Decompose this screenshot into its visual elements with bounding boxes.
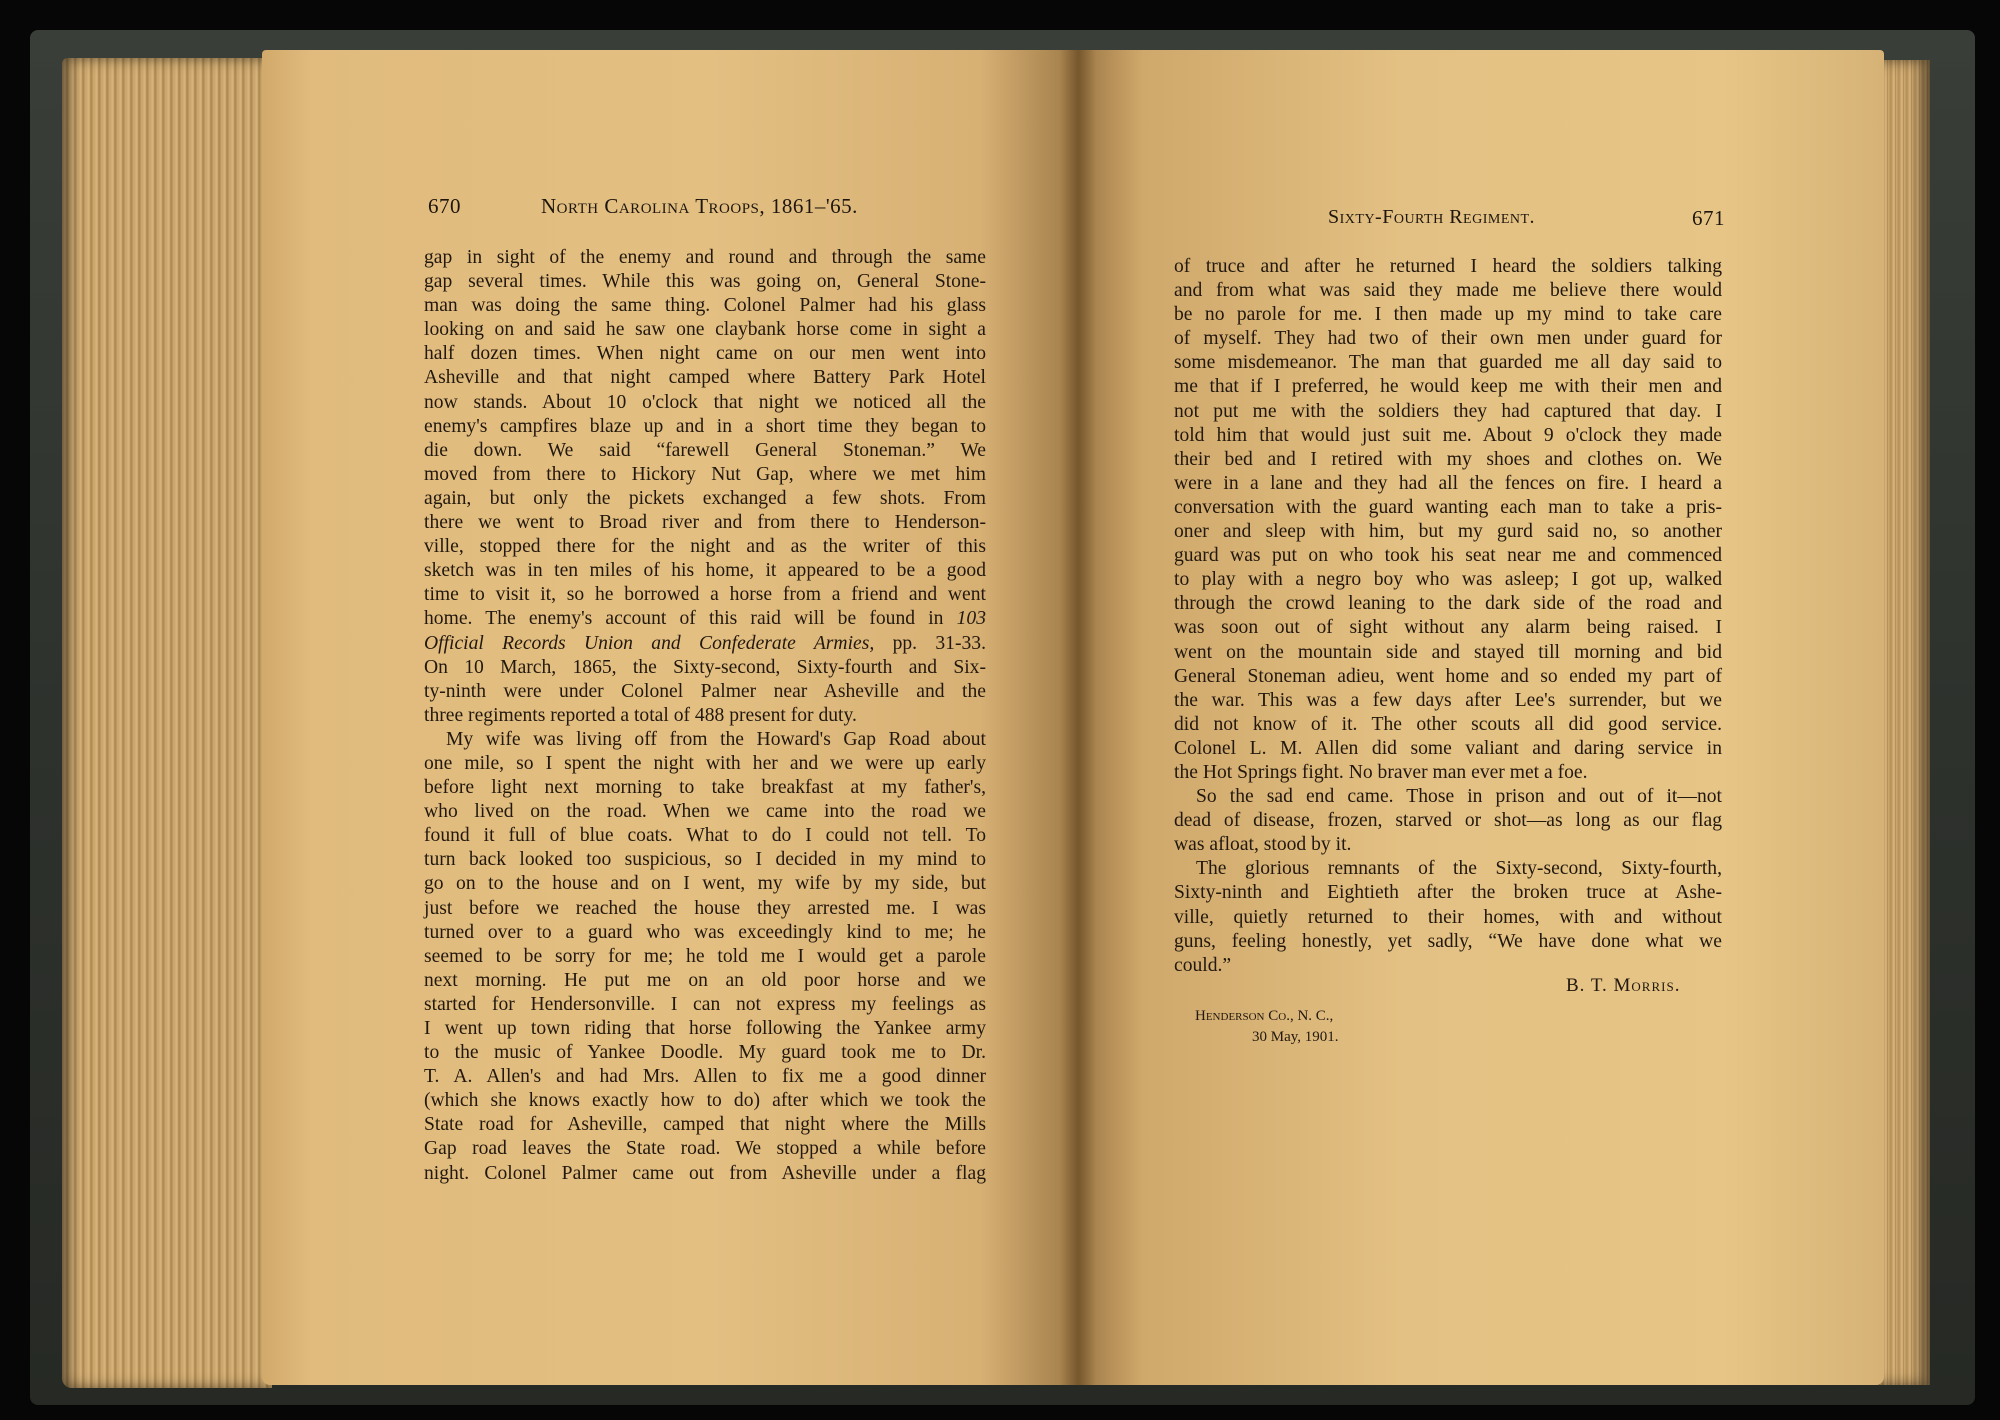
- text-line: guns, feeling honestly, yet sadly, “We have done what we: [1174, 930, 1722, 952]
- text-line: home. The enemy's account of this raid will be found in 103: [424, 608, 986, 630]
- text-line: Asheville and that night camped where Battery Park Hotel: [424, 367, 986, 389]
- text-line: die down. We said “farewell General Stoneman.” We: [424, 439, 986, 461]
- text-line: oner and sleep with him, but my gurd said no, so another: [1174, 521, 1722, 543]
- text-line: next morning. He put me on an old poor horse and we: [424, 969, 986, 991]
- text-line: one mile, so I spent the night with her and we were up early: [424, 752, 986, 774]
- text-line: enemy's campfires blaze up and in a short time they began to: [424, 415, 986, 437]
- right-page-number: 671: [1692, 206, 1725, 230]
- text-line: (which she knows exactly how to do) after which we took the: [424, 1090, 986, 1112]
- text-line: turned over to a guard who was exceedingly kind to me; he: [424, 921, 986, 943]
- text-line: not put me with the soldiers they had captured that day. I: [1174, 400, 1722, 422]
- text-line: So the sad end came. Those in prison and out of it—not: [1196, 786, 1722, 808]
- text-line: me that if I preferred, he would keep me with their men and: [1174, 376, 1722, 398]
- text-line: just before we reached the house they arrested me. I was: [424, 897, 986, 919]
- text-line: My wife was living off from the Howard's Gap Road about: [446, 728, 986, 750]
- text-line: ty-ninth were under Colonel Palmer near Asheville and the: [424, 680, 986, 702]
- text-line: gap in sight of the enemy and round and through the same: [424, 247, 986, 268]
- text-line: night. Colonel Palmer came out from Asheville under a flag: [424, 1162, 986, 1184]
- text-line: be no parole for me. I then made up my mind to take care: [1174, 304, 1722, 326]
- text-line: was soon out of sight without any alarm being raised. I: [1174, 617, 1722, 639]
- text-line: the Hot Springs fight. No braver man ever met a foe.: [1174, 761, 1588, 783]
- text-line: go on to the house and on I went, my wife by my side, but: [424, 873, 986, 895]
- text-line: to play with a negro boy who was asleep; I got up, walked: [1174, 569, 1722, 591]
- text-line: time to visit it, so he borrowed a horse from a friend and went: [424, 584, 986, 606]
- left-running-head: North Carolina Troops, 1861–'65.: [541, 194, 858, 218]
- text-line: Sixty-ninth and Eightieth after the broken truce at Ashe-: [1174, 882, 1722, 904]
- right-page-body: [1174, 255, 1722, 978]
- left-page-edges: [62, 58, 272, 1388]
- text-line: man was doing the same thing. Colonel Palmer had his glass: [424, 295, 986, 317]
- text-line: were in a lane and they had all the fences on fire. I heard a: [1174, 472, 1722, 494]
- text-line: Colonel L. M. Allen did some valiant and daring service in: [1174, 737, 1722, 759]
- text-line: of myself. They had two of their own men under guard for: [1174, 328, 1722, 350]
- text-line: ville, quietly returned to their homes, with and without: [1174, 906, 1722, 928]
- text-line: turn back looked too suspicious, so I decided in my mind to: [424, 849, 986, 871]
- text-line: there we went to Broad river and from there to Henderson-: [424, 512, 986, 534]
- text-line: who lived on the road. When we came into the road we: [424, 801, 986, 823]
- text-line: I went up town riding that horse following the Yankee army: [424, 1018, 986, 1039]
- text-line: started for Hendersonville. I can not express my feelings as: [424, 993, 986, 1015]
- text-line: On 10 March, 1865, the Sixty-second, Sixty-fourth and Six-: [424, 656, 986, 678]
- place-line: Henderson Co., N. C.,: [1195, 1008, 1334, 1024]
- book-gutter: [1060, 50, 1096, 1385]
- left-page-body: [424, 246, 986, 1186]
- text-line: the war. This was a few days after Lee's surrender, but we: [1174, 689, 1722, 711]
- text-line: dead of disease, frozen, starved or shot—as long as our flag: [1174, 810, 1722, 832]
- text-line: went on the mountain side and stayed till morning and bid: [1174, 641, 1722, 663]
- signature: B. T. Morris.: [1566, 975, 1681, 996]
- text-line: The glorious remnants of the Sixty-second, Sixty-fourth,: [1196, 858, 1722, 880]
- text-line: of truce and after he returned I heard the soldiers talking: [1174, 256, 1722, 277]
- text-line: seemed to be sorry for me; he told me I would get a parole: [424, 945, 986, 967]
- text-line: ville, stopped there for the night and as the writer of this: [424, 536, 986, 558]
- text-line: did not know of it. The other scouts all did good service.: [1174, 713, 1722, 735]
- text-line: some misdemeanor. The man that guarded me all day said to: [1174, 352, 1722, 374]
- text-line: could.”: [1174, 954, 1232, 976]
- text-line: found it full of blue coats. What to do I could not tell. To: [424, 825, 986, 847]
- text-line: again, but only the pickets exchanged a few shots. From: [424, 487, 986, 509]
- text-line: moved from there to Hickory Nut Gap, where we met him: [424, 463, 986, 485]
- text-line: T. A. Allen's and had Mrs. Allen to fix me a good dinner: [424, 1066, 986, 1088]
- text-line: gap several times. While this was going on, General Stone-: [424, 271, 986, 293]
- text-line: before light next morning to take breakfast at my father's,: [424, 777, 986, 799]
- text-line: sketch was in ten miles of his home, it appeared to be a good: [424, 560, 986, 582]
- text-line: their bed and I retired with my shoes and clothes on. We: [1174, 448, 1722, 470]
- right-running-head: Sixty-Fourth Regiment.: [1328, 206, 1536, 228]
- text-line: Gap road leaves the State road. We stopped a while before: [424, 1138, 986, 1160]
- text-line: General Stoneman adieu, went home and so ended my part of: [1174, 665, 1722, 687]
- text-line: through the crowd leaning to the dark side of the road and: [1174, 593, 1722, 615]
- left-page-number: 670: [428, 194, 461, 218]
- text-line: and from what was said they made me believe there would: [1174, 280, 1722, 302]
- text-line: State road for Asheville, camped that night where the Mills: [424, 1114, 986, 1136]
- text-line: half dozen times. When night came on our men went into: [424, 343, 986, 365]
- text-line: told him that would just suit me. About 9 o'clock they made: [1174, 424, 1722, 446]
- text-line: guard was put on who took his seat near me and commenced: [1174, 545, 1722, 567]
- text-line: three regiments reported a total of 488 present for duty.: [424, 704, 857, 726]
- date-line: 30 May, 1901.: [1252, 1029, 1339, 1045]
- text-line: was afloat, stood by it.: [1174, 834, 1352, 856]
- text-line: Official Records Union and Confederate Armies, pp. 31-33.: [424, 632, 986, 654]
- text-line: now stands. About 10 o'clock that night we noticed all the: [424, 391, 986, 413]
- text-line: conversation with the guard wanting each man to take a pris-: [1174, 496, 1722, 518]
- text-line: to the music of Yankee Doodle. My guard took me to Dr.: [424, 1042, 986, 1064]
- text-line: looking on and said he saw one claybank horse come in sight a: [424, 319, 986, 341]
